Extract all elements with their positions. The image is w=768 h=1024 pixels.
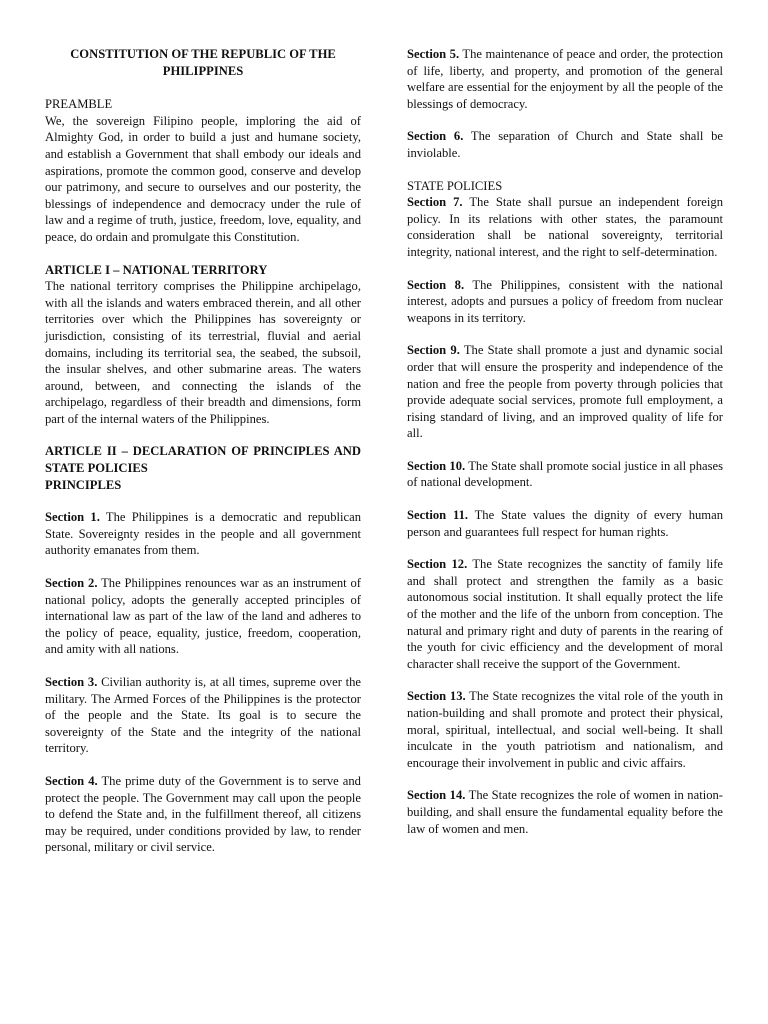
- right-column: [407, 46, 723, 853]
- section-5: [407, 46, 723, 112]
- section-text: Civilian authority is, at all times, supreme over the military. The Armed Forces of the Philippines is the protector of the people and the State. Its goal is to secure the sovereignty of the State and the integrity of the national territory.: [45, 675, 362, 756]
- section-label: Section 14.: [407, 788, 466, 803]
- section-14: [407, 787, 723, 837]
- section-1: [45, 509, 361, 559]
- section-text: The Philippines is a democratic and republican State. Sovereignty resides in the people and all government authority emanates from them.: [45, 510, 361, 558]
- section-text: The separation of Church and State shall be inviolable.: [407, 129, 723, 160]
- section-label: Section 9.: [407, 343, 460, 358]
- section-7: [407, 194, 723, 260]
- section-text: The State shall pursue an independent foreign policy. In its relations with other states, the paramount consideration shall be national sovereignty, territorial integrity, national interest, and the right to self-determination.: [407, 195, 723, 259]
- section-10: [407, 458, 723, 491]
- section-text: The prime duty of the Government is to serve and protect the people. The Government may call upon the people to defend the State and, in the fulfillment thereof, all citizens may be required, under conditions provided by law, to render personal, military or civil service.: [45, 773, 361, 855]
- preamble-heading: PREAMBLE: [45, 97, 113, 112]
- document-title: CONSTITUTION OF THE REPUBLIC OF THE PHILIPPINES: [70, 47, 336, 78]
- section-9: [407, 342, 723, 442]
- left-column: [45, 46, 361, 872]
- section-label: Section 7.: [407, 195, 463, 210]
- section-label: Section 8.: [407, 277, 465, 292]
- section-text: The State shall promote social justice in all phases of national development.: [407, 458, 723, 490]
- section-label: Section 11.: [407, 508, 469, 523]
- principles-heading: PRINCIPLES: [45, 477, 122, 492]
- section-3: [45, 674, 361, 757]
- section-label: Section 4.: [45, 773, 98, 788]
- state-policies-heading: STATE POLICIES: [407, 178, 503, 193]
- section-text: The Philippines, consistent with the national interest, adopts and pursues a policy of freedom from nuclear weapons in its territory.: [407, 277, 723, 325]
- section-13: [407, 688, 723, 771]
- article-1-heading: ARTICLE I – NATIONAL TERRITORY: [45, 262, 268, 277]
- section-label: Section 6.: [407, 129, 464, 144]
- preamble-text: We, the sovereign Filipino people, imploring the aid of Almighty God, in order to build a just and humane society, and establish a Government that shall embody our ideals and aspirations, promote the common good, conserve and develop our patrimony, and secure to ourselves and our posterity, the blessings of independence and democracy under the rule of law and a regime of truth, justice, freedom, love, equality, and peace, do ordain and promulgate this Constitution.: [45, 113, 361, 244]
- section-11: [407, 507, 723, 540]
- section-label: Section 13.: [407, 689, 466, 704]
- section-label: Section 2.: [45, 576, 98, 591]
- section-text: The Philippines renounces war as an instrument of national policy, adopts the generally accepted principles of international law as part of the law of the land and adheres to the policy of peace, equality, justice, freedom, cooperation, and amity with all nations.: [45, 576, 361, 657]
- section-label: Section 10.: [407, 458, 466, 473]
- section-label: Section 3.: [45, 675, 98, 689]
- section-4: [45, 773, 361, 856]
- section-text: The maintenance of peace and order, the protection of life, liberty, and property, and promotion of the general welfare are essential for the enjoyment by all the people of the blessings of democracy.: [407, 47, 723, 111]
- section-8: [407, 277, 723, 327]
- section-label: Section 1.: [45, 510, 100, 525]
- article-1-text: The national territory comprises the Philippine archipelago, with all the islands and waters embraced therein, and all other territories over which the Philippines has sovereignty or jurisdiction, consisting of its terrestrial, fluvial and aerial domains, including its territorial sea, the seabed, the subsoil, the insular shelves, and other submarine areas. The waters around, between, and connecting the islands of the archipelago, regardless of their breadth and dimensions, form part of the internal waters of the Philippines.: [45, 279, 361, 426]
- section-text: The State recognizes the sanctity of family life and shall protect and strengthen the family as a basic autonomous social institution. It shall equally protect the life of the mother and the life of the unborn from conception. The natural and primary right and duty of parents in the rearing of the youth for civic efficiency and the development of moral character shall receive the support of the Government.: [407, 557, 723, 671]
- section-label: Section 12.: [407, 557, 468, 572]
- section-text: The State recognizes the role of women in nation-building, and shall ensure the fundamental equality before the law of women and men.: [407, 788, 723, 836]
- section-label: Section 5.: [407, 47, 460, 61]
- section-text: The State values the dignity of every human person and guarantees full respect for human rights.: [407, 508, 723, 539]
- section-text: The State shall promote a just and dynamic social order that will ensure the prosperity and independence of the nation and free the people from poverty through policies that provide adequate social services, promote full employment, a rising standard of living, and an improved quality of life for all.: [407, 343, 723, 441]
- section-2: [45, 575, 361, 658]
- section-12: [407, 556, 723, 672]
- section-6: [407, 128, 723, 161]
- article-2-heading: ARTICLE II – DECLARATION OF PRINCIPLES AND STATE POLICIES: [45, 444, 361, 476]
- section-text: The State recognizes the vital role of the youth in nation-building and shall promote and protect their physical, moral, spiritual, intellectual, and social well-being. It shall inculcate in the youth patriotism and nationalism, and encourage their involvement in public and civic affairs.: [407, 689, 723, 770]
